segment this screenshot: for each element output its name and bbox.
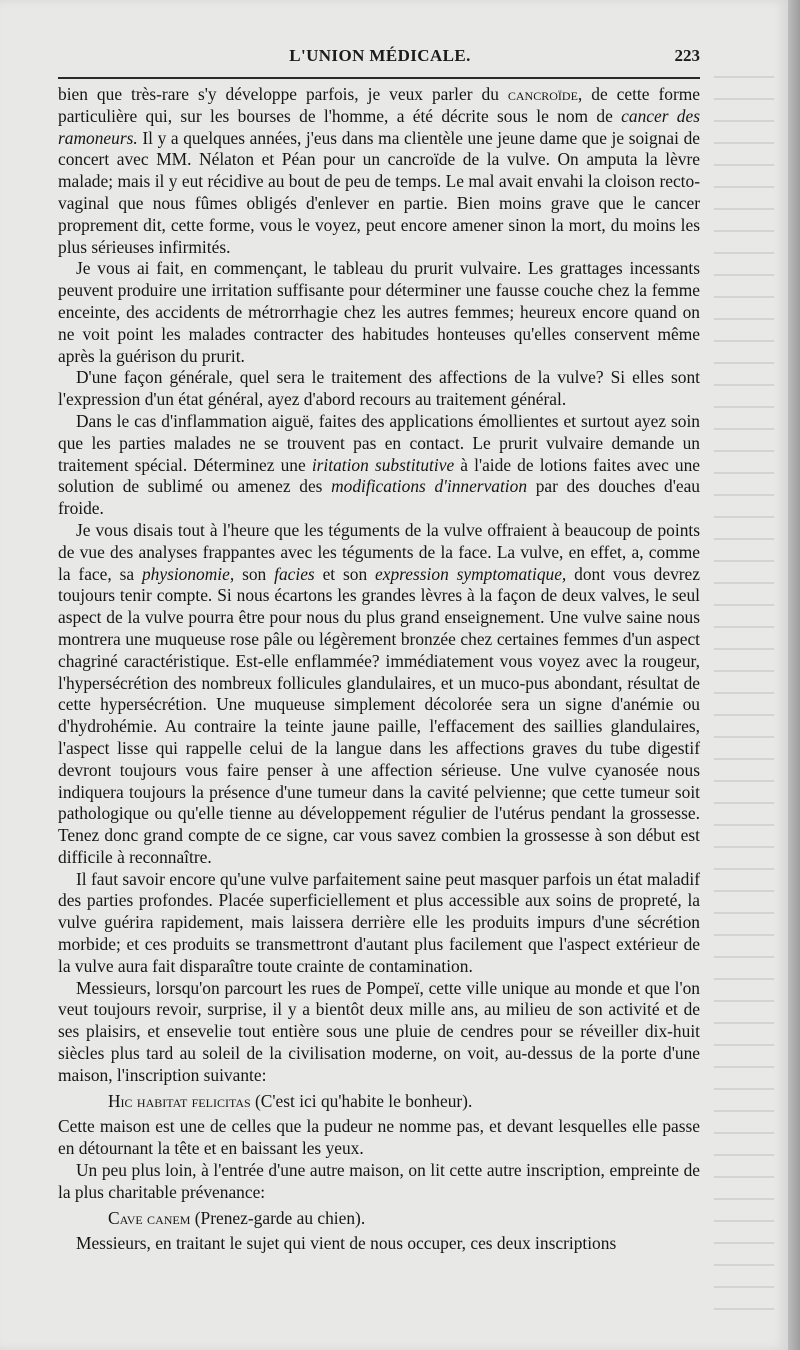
text-run: par des douches d'eau froide. <box>58 476 700 519</box>
text-run: et son <box>314 563 376 584</box>
italic-term: expression symptomatique, <box>375 563 567 584</box>
paragraph <box>58 411 700 520</box>
text-run: (Prenez-garde au chien). <box>190 1207 366 1228</box>
italic-term: iritation substitutive <box>311 454 455 475</box>
paragraph: Il faut savoir encore qu'une vulve parfaitement saine peut masquer parfois un état maladif des parties profondes. Placée superficiellement et plus accessible aux soins de propreté, la vulve guérira rapidement, mais laissera derrière elle les produits impurs d'une sécrétion morbide; et ces produits se transmettront d'autant plus facilement que l'aspect extérieur de la vulve aura fait disparaître toute crainte de contamination. <box>58 868 700 976</box>
page-header <box>60 46 700 70</box>
small-caps-term: cancroïde <box>507 84 578 104</box>
italic-term: modifications d'innervation <box>331 476 528 497</box>
running-title: L'UNION MÉDICALE. <box>289 46 471 65</box>
header-rule <box>58 77 700 79</box>
text-run: Dans le cas d'inflammation aiguë, faites des applications émollientes et surtout ayez soin que les parties malades ne se trouvent pas en contact. Le prurit vulvaire demande un traitement spécial. Déterminez une <box>58 410 700 475</box>
small-caps-term: Hic habitat felicitas <box>108 1090 251 1111</box>
paragraph: D'une façon générale, quel sera le traitement des affections de la vulve? Si elles sont l'expression d'un état général, ayez d'abord recours au traitement général. <box>58 367 700 410</box>
paragraph: Un peu plus loin, à l'entrée d'une autre maison, on lit cette autre inscription, empreinte de la plus charitable prévenance: <box>58 1160 700 1202</box>
text-run: à l'aide de lotions faites avec une solution de sublimé ou amenez des <box>58 454 701 497</box>
bleed-through-text <box>714 60 774 1310</box>
paragraph <box>58 84 700 258</box>
italic-term: facies <box>274 563 315 584</box>
small-caps-term: Cave canem <box>108 1207 191 1228</box>
page-edge <box>788 0 800 1350</box>
text-run: son <box>234 563 275 584</box>
paragraph <box>58 520 700 869</box>
paragraph: Je vous ai fait, en commençant, le tableau du prurit vulvaire. Les grattages incessants peuvent produire une irritation suffisante pour déterminer une fausse couche chez la femme enceinte, des accidents de métrorrhagie chez les autres femmes; heureux encore quand on ne voit point les malades contracter des habitudes honteuses qu'elles conservent même après la guérison du prurit. <box>58 258 700 366</box>
italic-term: cancer des ramoneurs. <box>58 105 700 148</box>
text-run: (C'est ici qu'habite le bonheur). <box>250 1090 473 1111</box>
text-run: bien que très-rare s'y développe parfois, je veux parler du <box>58 84 508 104</box>
page-number: 223 <box>674 46 700 65</box>
text-run: , de cette forme particulière qui, sur les bourses de l'homme, a été décrite sous le nom de <box>58 84 700 126</box>
text-run: Il y a quelques années, j'eus dans ma clientèle une jeune dame que je soignai de concert avec MM. Nélaton et Péan pour un cancroïde de la vulve. On amputa la lèvre malade; mais il y eut récidive au bout de peu de temps. Le mal avait envahi la cloison recto-vaginal que nous fûmes obligés d'enlever en partie. Bien moins grave que le cancer proprement dit, cette forme, vous le voyez, peut encore amener sinon la mort, du moins les plus sérieuses infirmités. <box>58 127 700 257</box>
text-run: Je vous disais tout à l'heure que les téguments de la vulve offraient à beaucoup de points de vue des analyses frappantes avec les téguments de la face. La vulve, en effet, a, comme la face, sa <box>58 519 700 584</box>
body-text <box>58 84 700 1255</box>
text-run: dont vous devrez toujours tenir compte. Si nous écartons les grandes lèvres à la façon de deux valves, le seul aspect de la vulve pourra être pour nous du plus grand enseignement. Une vulve saine nous montrera une muqueuse rose pâle ou légèrement bronzée chez certaines femmes d'un aspect chagriné caractéristique. Est-elle enflammée? immédiatement vous voyez avec la rougeur, l'hypersécrétion des nombreux follicules glandulaires, et un muco-pus abondant, résultat de cette hypersécrétion. Une muqueuse simplement décolorée sera un signe d'anémie ou d'hydrohémie. Au contraire la teinte jaune paille, l'effacement des saillies glandulaires, l'aspect lisse qui rappelle celui de la langue dans les affections graves du tube digestif devront toujours vous faire penser à une affection sérieuse. Une vulve cyanosée nous indiquera toujours la présence d'une tumeur dans la cavité pelvienne; que cette tumeur soit pathologique ou qu'elle tienne au développement régulier de l'utérus pendant la grossesse. Tenez donc grand compte de ce signe, car vous savez combien la grossesse à son début est difficile à reconnaître. <box>58 563 700 867</box>
inscription-quote <box>108 1208 700 1230</box>
inscription-quote <box>108 1091 700 1113</box>
italic-term: physionomie, <box>141 563 235 584</box>
paragraph: Messieurs, en traitant le sujet qui vient de nous occuper, ces deux inscriptions <box>76 1233 617 1254</box>
paragraph: Messieurs, lorsqu'on parcourt les rues de Pompeï, cette ville unique au monde et que l'on veut toujours revoir, surprise, il y a bientôt deux mille ans, au milieu de son activité et de ses plaisirs, et ensevelie tout entière sous une pluie de cendres pour se réveiller dix-huit siècles plus tard au soleil de la civilisation moderne, on voit, au-dessus de la porte d'une maison, l'inscription suivante: <box>58 977 700 1085</box>
paragraph: Cette maison est une de celles que la pudeur ne nomme pas, et devant lesquelles elle passe en détournant la tête et en baissant les yeux. <box>58 1116 700 1159</box>
